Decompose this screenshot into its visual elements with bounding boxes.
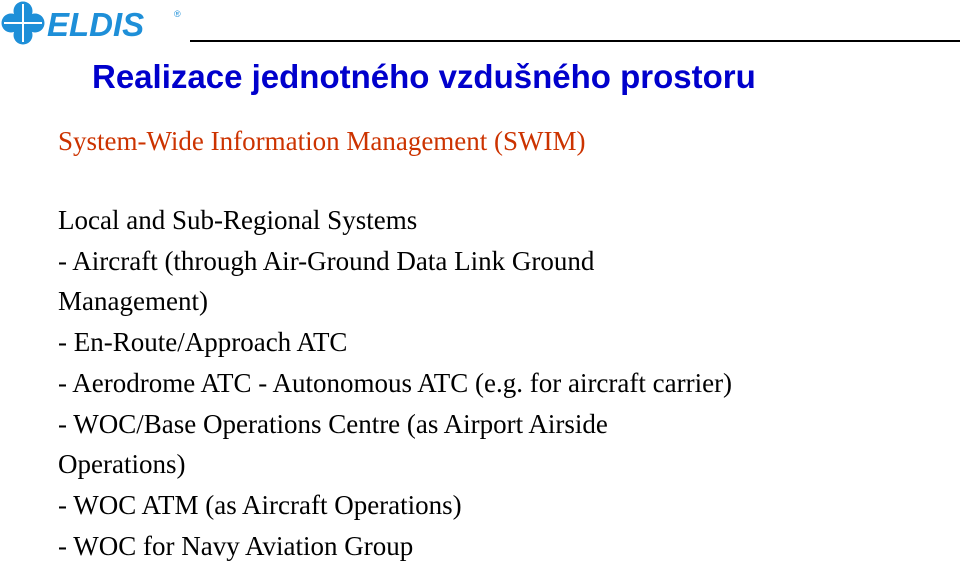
- slide-title: Realizace jednotného vzdušného prostoru: [92, 58, 756, 95]
- content-line: Local and Sub-Regional Systems: [58, 205, 418, 235]
- content-line: - Aircraft (through Air-Ground Data Link Ground: [58, 245, 595, 276]
- content-list: [58, 200, 732, 562]
- content-line: - WOC ATM (as Aircraft Operations): [58, 489, 462, 520]
- content-line: - En-Route/Approach ATC: [58, 327, 348, 358]
- content-line: Management): [58, 286, 208, 317]
- eldis-logo: [0, 0, 200, 46]
- registered-mark: ®: [174, 9, 181, 19]
- header-divider: [190, 40, 960, 42]
- slide-subtitle: System-Wide Information Management (SWIM): [58, 126, 586, 156]
- content-line: - WOC for Navy Aviation Group: [58, 530, 414, 561]
- content-line: Operations): [58, 449, 186, 480]
- content-line: - WOC/Base Operations Centre (as Airport Airside: [58, 408, 608, 439]
- logo-wordmark: ELDIS: [47, 6, 145, 43]
- content-line: - Aerodrome ATC - Autonomous ATC (e.g. for aircraft carrier): [58, 367, 733, 398]
- eldis-logo-graphic: [0, 0, 200, 46]
